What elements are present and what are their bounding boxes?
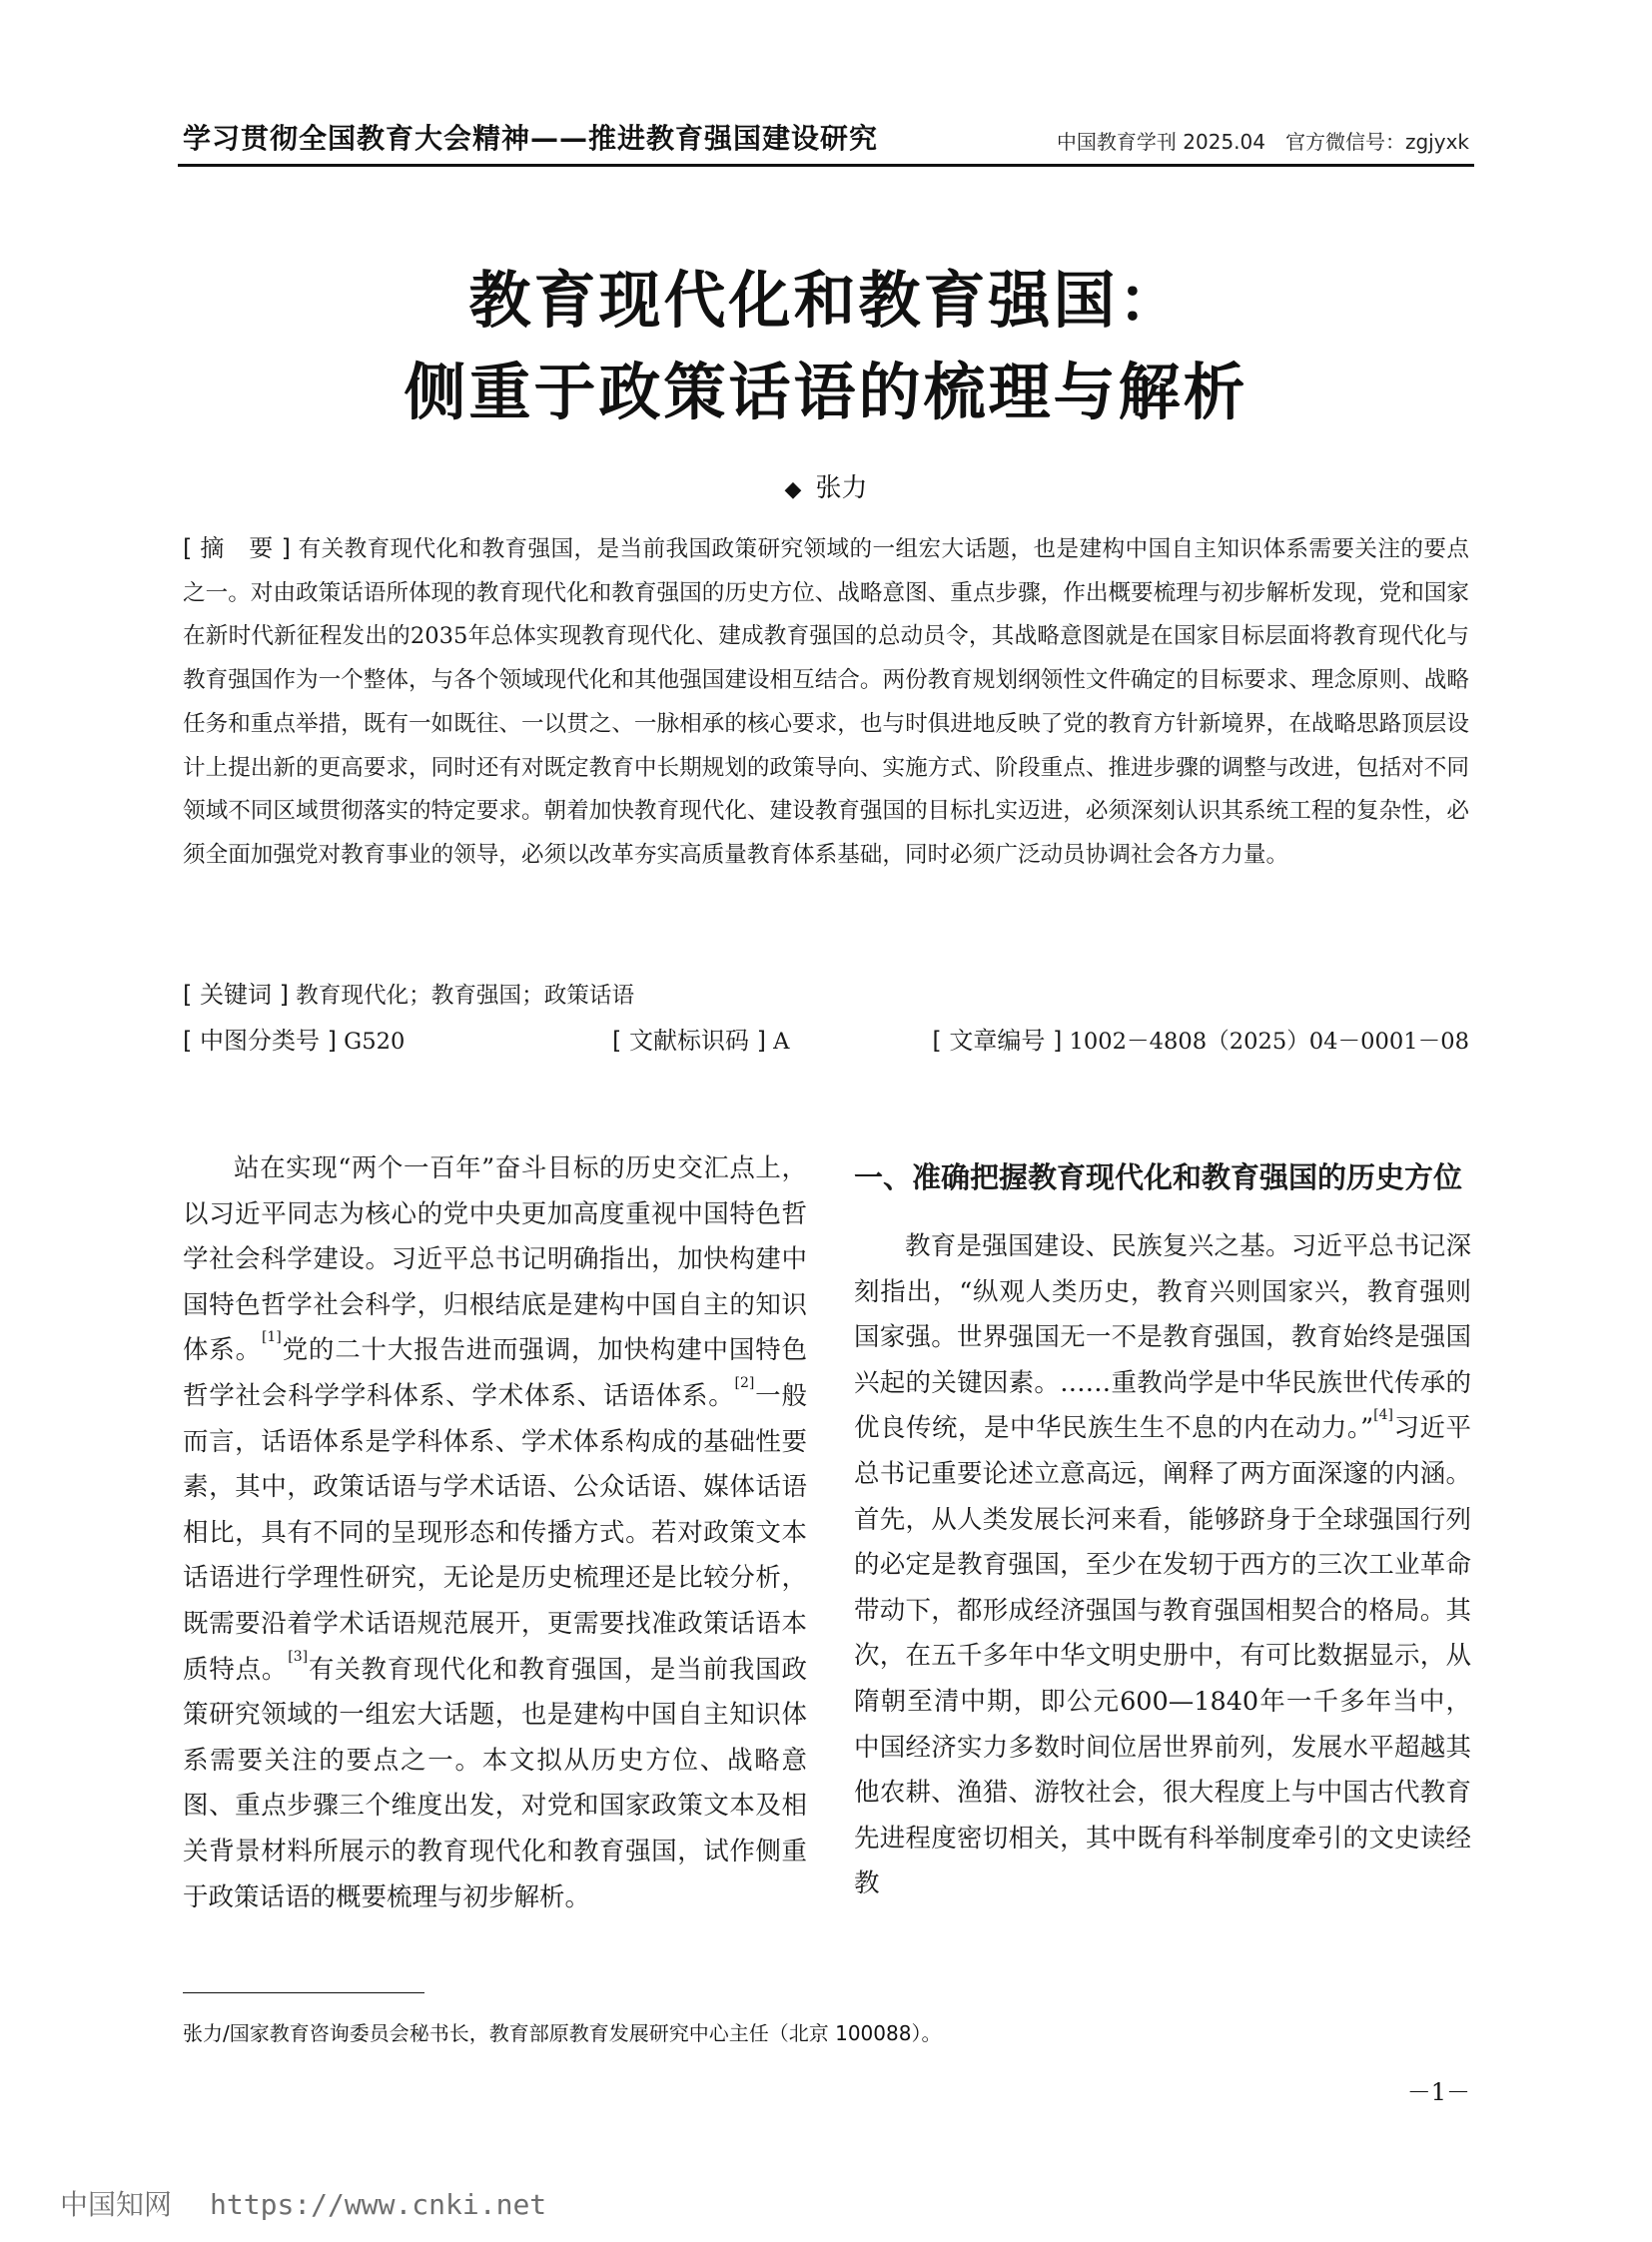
article-number [932,1021,1469,1062]
header-rule [178,164,1474,167]
author-name: 张力 [815,473,868,503]
document-code [612,1021,790,1062]
article-number-label: [ 文章编号 ] [932,1027,1063,1055]
section-heading-1: 一、准确把握教育现代化和教育强国的历史方位 [854,1160,1463,1194]
section-1-paragraph [854,1224,1471,1907]
diamond-bullet-icon: ◆ [784,477,802,502]
running-head-journal-info: 中国教育学刊 2025.04 官方微信号：zgjyxk [1056,130,1469,154]
introduction-paragraph [183,1146,807,1920]
article-title [0,255,1652,438]
intro-text-part-4: 有关教育现代化和教育强国，是当前我国政策研究领域的一组宏大话题，也是建构中国自主知识体系需要关注的要点之一。本文拟从历史方位、战略意图、重点步骤三个维度出发，对党和国家政策文本及相关背景材料所展示的教育现代化和教育强国，试作侧重于政策话语的概要梳理与初步解析。 [183,1654,807,1912]
keywords [183,975,1469,1016]
clc-label: [ 中图分类号 ] [183,1027,337,1055]
body-column-left [183,1146,807,1920]
watermark-url: https://www.cnki.net [210,2188,547,2221]
author-line [0,467,1652,504]
watermark-name: 中国知网 [60,2188,173,2221]
abstract-label: [ 摘 要 ] [183,534,291,562]
cnki-watermark [60,2183,546,2223]
clc-value: G520 [344,1029,406,1055]
citation-ref-3: [3] [288,1648,309,1665]
clc-number [183,1021,405,1062]
classification-row [183,1021,1469,1061]
keywords-text: 教育现代化；教育强国；政策话语 [296,983,635,1009]
intro-text-part-1: 站在实现“两个一百年”奋斗目标的历史交汇点上，以习近平同志为核心的党中央更加高度重视中国特色哲学社会科学建设。习近平总书记明确指出，加快构建中国特色哲学社会科学，归根结底是建构中国自主的知识体系。 [183,1153,807,1366]
citation-ref-2: [2] [734,1374,755,1391]
body-column-right [854,1146,1471,1907]
page-number: －1－ [1406,2078,1470,2106]
running-head-title: 学习贯彻全国教育大会精神——推进教育强国建设研究 [183,122,879,155]
keywords-label: [ 关键词 ] [183,981,289,1009]
intro-text-part-2: 党的二十大报告进而强调，加快构建中国特色哲学社会科学学科体系、学术体系、话语体系。 [183,1335,807,1411]
document-code-value: A [773,1029,790,1055]
citation-ref-4: [4] [1373,1407,1393,1424]
article-title-line-1: 教育现代化和教育强国： [468,264,1184,337]
document-code-label: [ 文献标识码 ] [612,1027,766,1055]
abstract [183,527,1469,878]
article-title-line-2: 侧重于政策话语的梳理与解析 [404,356,1248,428]
abstract-text: 有关教育现代化和教育强国，是当前我国政策研究领域的一组宏大话题，也是建构中国自主知识体系需要关注的要点之一。对由政策话语所体现的教育现代化和教育强国的历史方位、战略意图、重点步骤，作出概要梳理与初步解析发现，党和国家在新时代新征程发出的2035年总体实现教育现代化、建成教育强国的总动员令，其战略意图就是在国家目标层面将教育现代化与教育强国作为一个整体，与各个领域现代化和其他强国建设相互结合。两份教育规划纲领性文件确定的目标要求、理念原则、战略任务和重点举措，既有一如既往、一以贯之、一脉相承的核心要求，也与时俱进地反映了党的教育方针新境界，在战略思路顶层设计上提出新的更高要求，同时还有对既定教育中长期规划的政策导向、实施方式、阶段重点、推进步骤的调整与改进，包括对不同领域不同区域贯彻落实的特定要求。朝着加快教育现代化、建设教育强国的目标扎实迈进，必须深刻认识其系统工程的复杂性，必须全面加强党对教育事业的领导，必须以改革夯实高质量教育体系基础，同时必须广泛动员协调社会各方力量。 [183,536,1470,868]
article-number-value: 1002－4808（2025）04－0001－08 [1069,1029,1469,1055]
section-1-text-part-2: 习近平总书记重要论述立意高远，阐释了两方面深邃的内涵。首先，从人类发展长河来看，能够跻身于全球强国行列的必定是教育强国，至少在发轫于西方的三次工业革命带动下，都形成经济强国与教育强国相契合的格局。其次，在五千多年中华文明史册中，有可比数据显示，从隋朝至清中期，即公元600—1840年一千多年当中，中国经济实力多数时间位居世界前列，发展水平超越其他农耕、渔猎、游牧社会，很大程度上与中国古代教育先进程度密切相关，其中既有科举制度牵引的文史读经教 [854,1413,1471,1899]
citation-ref-1: [1] [261,1329,282,1346]
footnote-rule [183,1992,424,1993]
intro-text-part-3: 一般而言，话语体系是学科体系、学术体系构成的基础性要素，其中，政策话语与学术话语、公众话语、媒体话语相比，具有不同的呈现形态和传播方式。若对政策文本话语进行学理性研究，无论是历史梳理还是比较分析，既需要沿着学术话语规范展开，更需要找准政策话语本质特点。 [183,1380,807,1685]
section-1-text-part-1: 教育是强国建设、民族复兴之基。习近平总书记深刻指出，“纵观人类历史，教育兴则国家兴，教育强则国家强。世界强国无一不是教育强国，教育始终是强国兴起的关键因素。……重教尚学是中华民族世代传承的优良传统，是中华民族生生不息的内在动力。” [854,1231,1471,1444]
author-footnote: 张力/国家教育咨询委员会秘书长，教育部原教育发展研究中心主任（北京 100088）。 [183,2021,942,2045]
